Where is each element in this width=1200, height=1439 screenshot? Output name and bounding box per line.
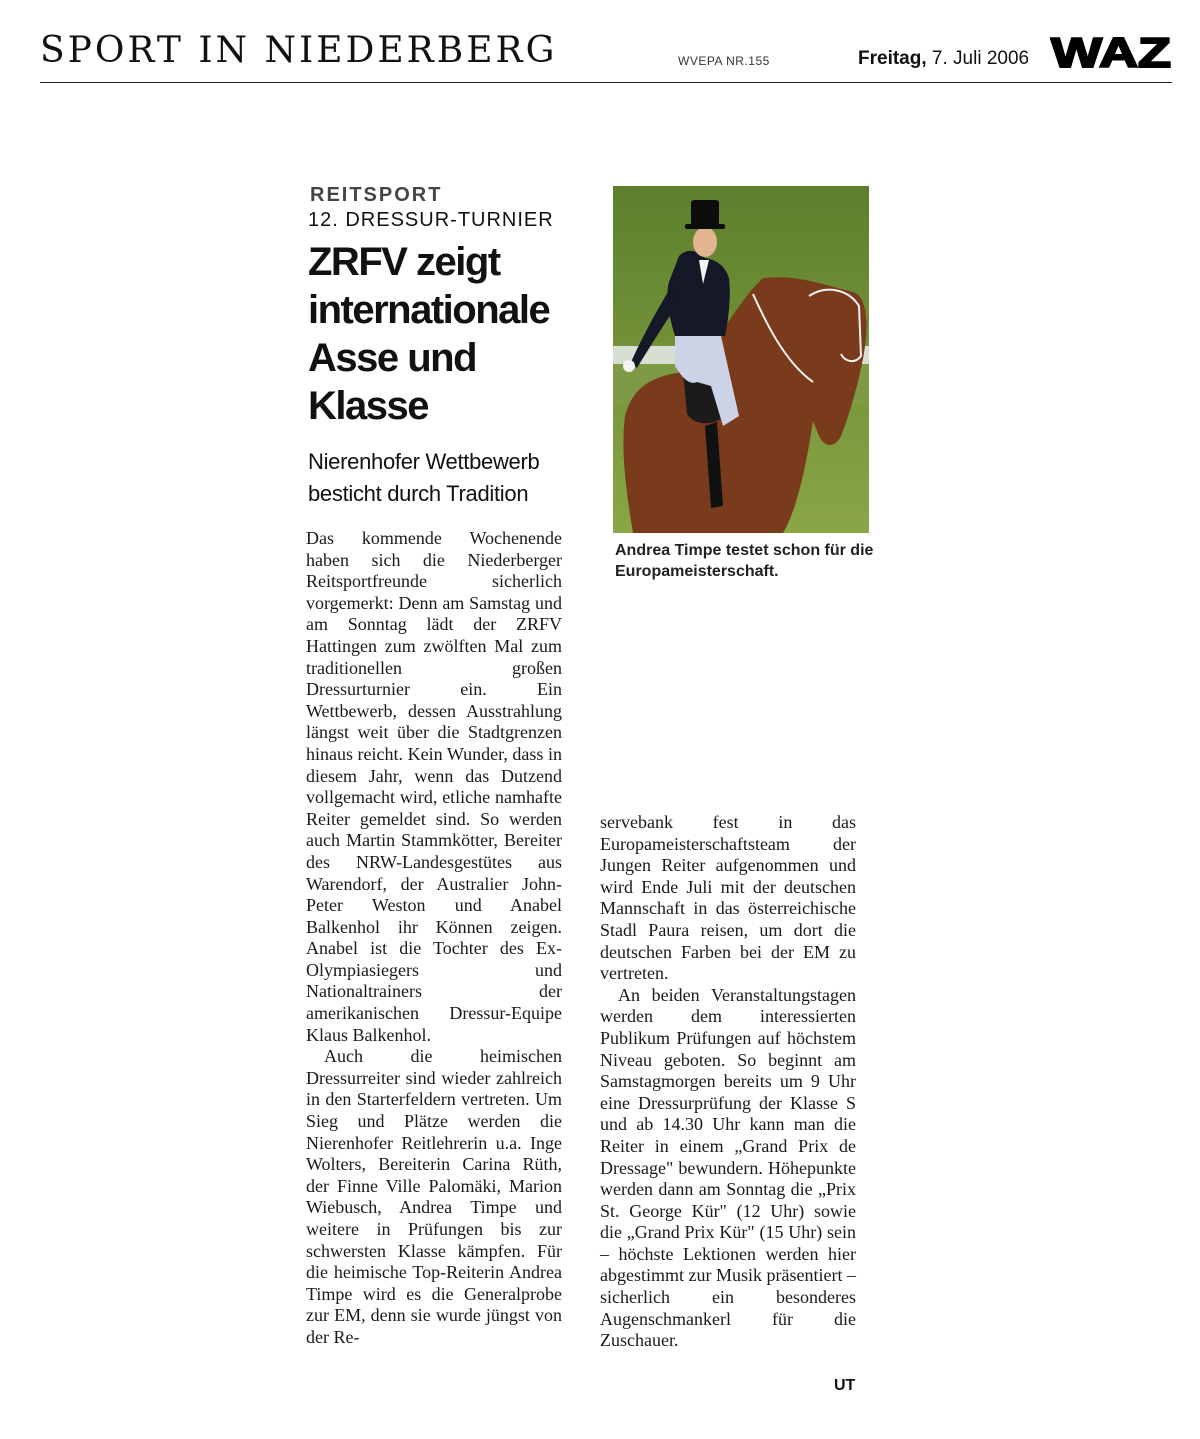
author-byline: UT <box>834 1377 856 1394</box>
article-deck: Nierenhofer Wettbewerb besticht durch Tradition <box>308 449 540 506</box>
article-headline: ZRFV zeigt internationale Asse und Klasse <box>308 240 550 428</box>
dateline-date: 7. Juli 2006 <box>931 48 1030 69</box>
waz-logo-text: WAZ <box>1051 34 1171 72</box>
body-paragraph: Auch die heimischen Dressurreiter sind wieder zahlreich in den Starterfeldern vertreten. Um Sieg und Plätze werden die Nierenhofer Reitlehrerin u.a. Inge Wolters, Bereiterin Carina Rüth, der Finne Ville Palomäki, Marion Wiebusch, Andrea Timpe und weitere in Prüfungen bis zur schwersten Klasse kämpfen. Für die heimische Top-Reiterin Andrea Timpe wird es die Generalprobe zur EM, denn sie wurde jüngst von der Re- <box>306 1046 562 1347</box>
masthead <box>40 28 1172 84</box>
body-paragraph: Das kommende Wochenende haben sich die Niederberger Reitsportfreunde sicherlich vorgemerkt: Denn am Samstag und am Sonntag lädt der ZRFV Hattingen zum zwölften Mal zum traditionellen großen Dressurturnier ein. Ein Wettbewerb, dessen Ausstrahlung längst weit über die Stadtgrenzen hinaus reicht. Kein Wunder, dass in diesem Jahr, wenn das Dutzend vollgemacht wird, etliche namhafte Reiter gemeldet sind. So werden auch Martin Stammkötter, Bereiter des NRW-Landesgestütes aus Warendorf, der Australier John-Peter Weston und Anabel Balkenhol ihr Können zeigen. Anabel ist die Tochter des Ex-Olympiasiegers und Nationaltrainers der amerikanischen Dressur-Equipe Klaus Balkenhol. <box>306 528 562 1045</box>
article-column-2 <box>600 812 856 1352</box>
edition-code: WVEPA NR.155 <box>678 54 770 68</box>
waz-logo <box>1050 34 1172 72</box>
article-subkicker: 12. DRESSUR-TURNIER <box>308 209 554 231</box>
masthead-rule <box>40 82 1172 83</box>
photo-caption: Andrea Timpe testet schon für die Europameisterschaft. <box>615 542 874 580</box>
rider-photo <box>613 186 869 533</box>
article-column-1 <box>306 528 562 1349</box>
body-paragraph: servebank fest in das Europameisterschaftsteam der Jungen Reiter aufgenommen und wird Ende Juli mit der deutschen Mannschaft in das österreichische Stadl Paura reisen, um dort die deutschen Farben bei der EM zu vertreten. <box>600 812 856 984</box>
body-paragraph: An beiden Veranstaltungstagen werden dem interessierten Publikum Prüfungen auf höchstem Niveau geboten. So beginnt am Samstagmorgen bereits um 9 Uhr eine Dressurprüfung der Klasse S und ab 14.30 Uhr kann man die Reiter in einem „Grand Prix de Dressage" bewundern. Höhepunkte werden dann am Sonntag die „Prix St. George Kür" (12 Uhr) sowie die „Grand Prix Kür" (15 Uhr) sein – höchste Lektionen werden hier abgestimmt zur Musik präsentiert – sicherlich ein besonderes Augenschmankerl für die Zuschauer. <box>600 984 856 1351</box>
dateline <box>858 48 1029 70</box>
section-title: SPORT IN NIEDERBERG <box>40 30 558 71</box>
photo-illustration <box>613 186 869 533</box>
dateline-weekday: Freitag, <box>858 48 927 69</box>
article-kicker: REITSPORT <box>310 184 443 206</box>
